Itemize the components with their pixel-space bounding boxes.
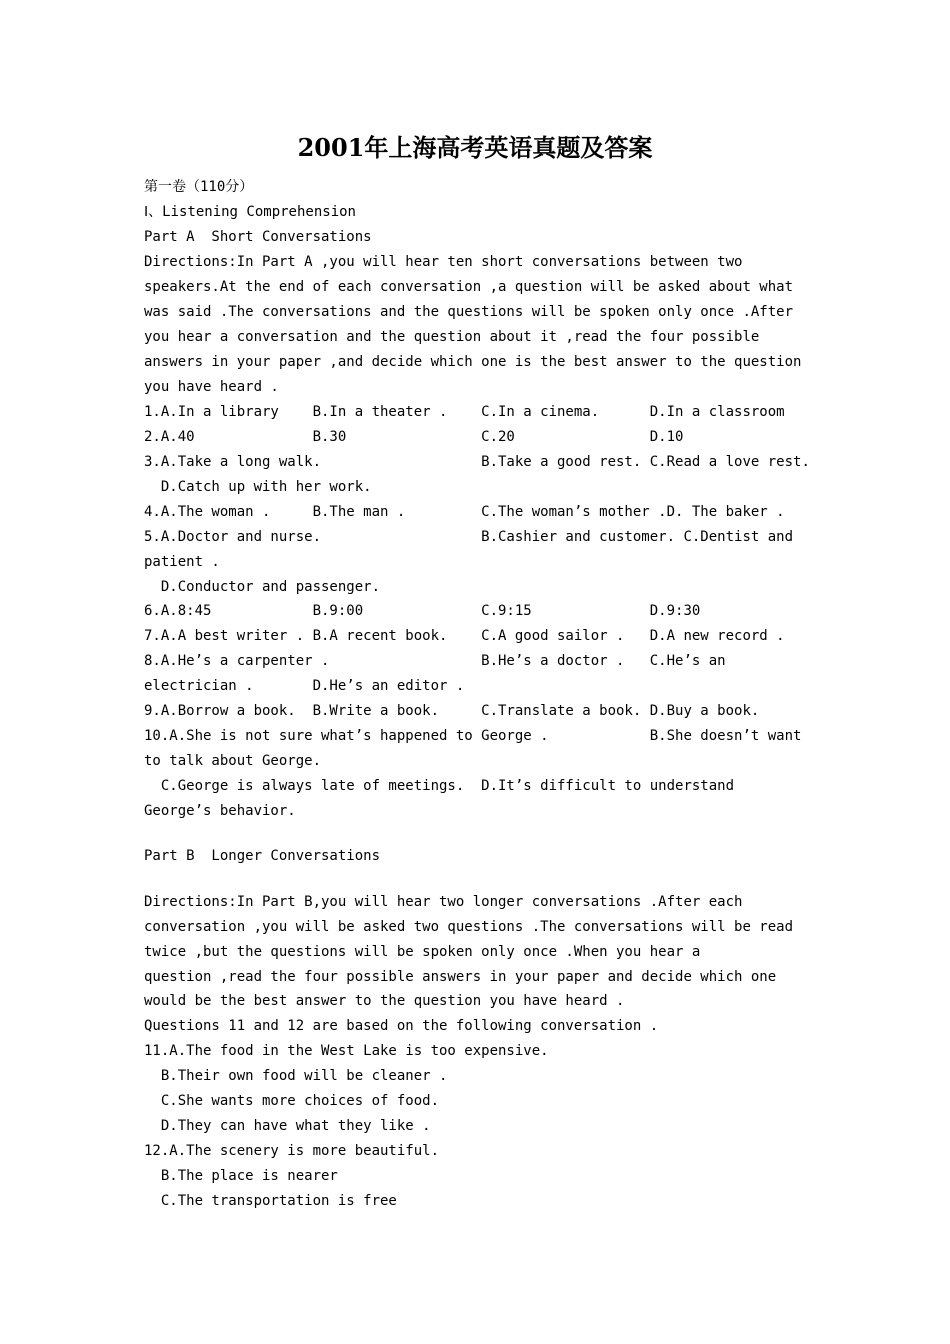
text-line: C.The transportation is free <box>144 1193 397 1209</box>
text-line: 第一卷（110分） <box>144 179 254 195</box>
text-line: would be the best answer to the question you have heard . <box>144 993 625 1009</box>
text-line: conversation ,you will be asked two questions .The conversations will be read <box>144 919 794 935</box>
text-line: Ⅰ、Listening Comprehension <box>144 204 356 220</box>
text-line: B.The place is nearer <box>144 1168 338 1184</box>
text-line: answers in your paper ,and decide which one is the best answer to the question <box>144 354 802 370</box>
text-line: was said .The conversations and the questions will be spoken only once .After <box>144 304 794 320</box>
text-line: 6.A.8:45 B.9:00 C.9:15 D.9:30 <box>144 603 701 619</box>
text-line: patient . <box>144 554 220 570</box>
text-line: you have heard . <box>144 379 279 395</box>
text-line: C.George is always late of meetings. D.It’s difficult to understand <box>144 778 735 794</box>
text-line: 10.A.She is not sure what’s happened to George . B.She doesn’t want <box>144 728 802 744</box>
text-line: George’s behavior. <box>144 803 296 819</box>
text-line: to talk about George. <box>144 753 322 769</box>
text-line: Part B Longer Conversations <box>144 848 381 864</box>
text-line: twice ,but the questions will be spoken only once .When you hear a <box>144 944 701 960</box>
text-line: 2.A.40 B.30 C.20 D.10 <box>144 429 684 445</box>
text-line: 12.A.The scenery is more beautiful. <box>144 1143 440 1159</box>
text-line: 3.A.Take a long walk. B.Take a good rest. C.Read a love rest. <box>144 454 810 470</box>
text-line: C.She wants more choices of food. <box>144 1093 440 1109</box>
text-line: 11.A.The food in the West Lake is too expensive. <box>144 1043 549 1059</box>
text-line: speakers.At the end of each conversation ,a question will be asked about what <box>144 279 794 295</box>
text-line: D.Catch up with her work. <box>144 479 372 495</box>
text-line: 7.A.A best writer . B.A recent book. C.A good sailor . D.A new record . <box>144 628 785 644</box>
text-line: 9.A.Borrow a book. B.Write a book. C.Translate a book. D.Buy a book. <box>144 703 760 719</box>
text-line: D.They can have what they like . <box>144 1118 431 1134</box>
text-line: 5.A.Doctor and nurse. B.Cashier and customer. C.Dentist and <box>144 529 794 545</box>
text-line: Questions 11 and 12 are based on the following conversation . <box>144 1018 659 1034</box>
text-line: electrician . D.He’s an editor . <box>144 678 465 694</box>
text-line: 4.A.The woman . B.The man . C.The woman’s mother .D. The baker . <box>144 504 785 520</box>
text-line: question ,read the four possible answers in your paper and decide which one <box>144 969 777 985</box>
text-line: 1.A.In a library B.In a theater . C.In a cinema. D.In a classroom <box>144 404 785 420</box>
document-title: 2001年上海高考英语真题及答案 <box>297 133 653 162</box>
text-line: Directions:In Part A ,you will hear ten short conversations between two <box>144 254 743 270</box>
text-line: 8.A.He’s a carpenter . B.He’s a doctor . C.He’s an <box>144 653 726 669</box>
text-line: you hear a conversation and the question about it ,read the four possible <box>144 329 760 345</box>
text-line: D.Conductor and passenger. <box>144 579 381 595</box>
text-line: B.Their own food will be cleaner . <box>144 1068 448 1084</box>
text-line: Directions:In Part B,you will hear two longer conversations .After each <box>144 894 743 910</box>
text-line: Part A Short Conversations <box>144 229 372 245</box>
